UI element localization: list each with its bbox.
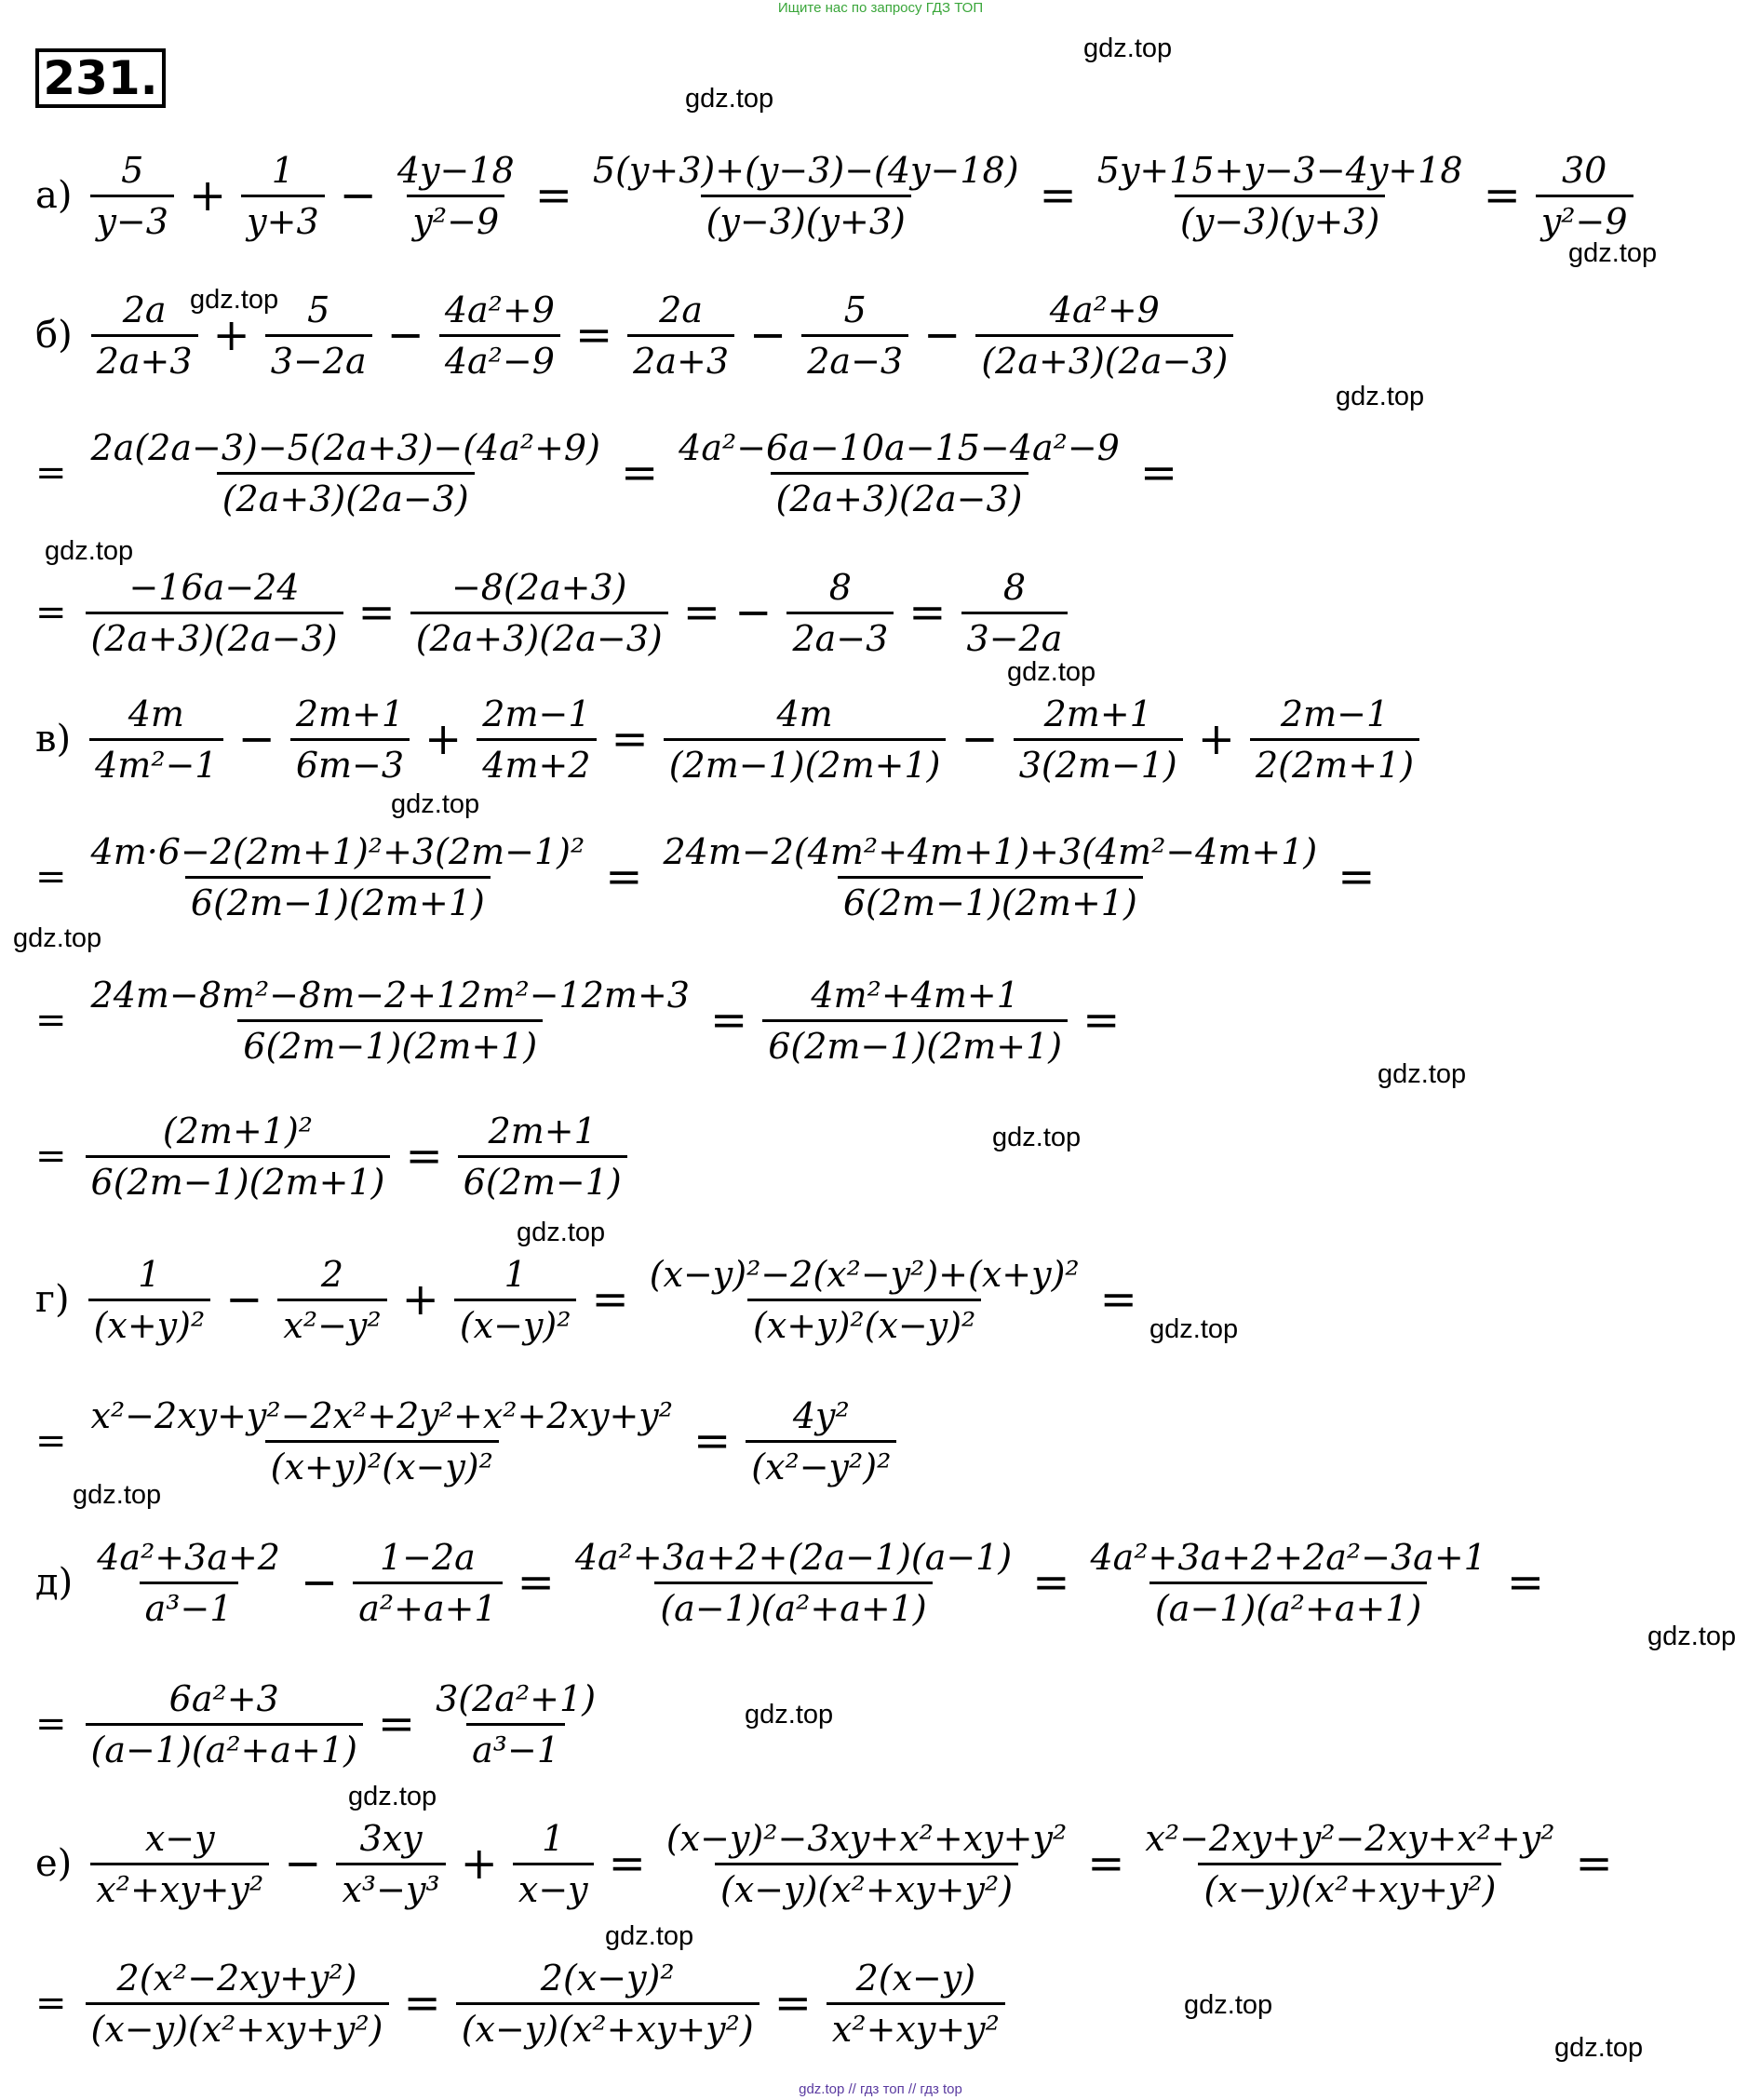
numerator: 5y+15+y−3−4y+18	[1096, 149, 1463, 191]
numerator: 2	[320, 1253, 344, 1295]
numerator: 4m	[128, 693, 184, 734]
denominator: 2a+3	[627, 334, 734, 382]
operator: −	[923, 309, 961, 361]
operator: −	[284, 1838, 322, 1890]
fraction	[86, 427, 606, 519]
denominator: x³−y³	[336, 1863, 445, 1910]
equation-line	[35, 417, 1187, 529]
fraction	[827, 1958, 1005, 2050]
denominator: 2(2m+1)	[1250, 738, 1419, 786]
numerator: 5(y+3)+(y−3)−(4y−18)	[592, 149, 1019, 191]
denominator: 6(2m−1)(2m+1)	[86, 1155, 391, 1203]
operator: +	[1197, 713, 1235, 765]
operator: =	[1099, 1273, 1137, 1326]
numerator: 5	[307, 289, 330, 330]
watermark: gdz.top	[745, 1700, 834, 1730]
denominator: y²−9	[407, 195, 504, 242]
watermark: gdz.top	[348, 1782, 437, 1811]
operator: −	[225, 1273, 263, 1326]
operator: +	[212, 309, 250, 361]
denominator: 6(2m−1)(2m+1)	[185, 876, 491, 923]
watermark: gdz.top	[1083, 34, 1173, 63]
fraction	[86, 1678, 363, 1770]
operator: =	[693, 1415, 732, 1467]
line-label: в)	[35, 718, 72, 761]
denominator: (x−y)(x²+xy+y²)	[456, 2002, 760, 2050]
numerator: 4y²	[792, 1394, 850, 1436]
numerator: −16a−24	[128, 566, 300, 608]
fraction	[664, 693, 947, 786]
denominator: (y−3)(y+3)	[1175, 195, 1385, 242]
fraction	[90, 1818, 269, 1910]
fraction	[86, 1395, 679, 1488]
fraction	[89, 693, 222, 786]
denominator: y−3	[90, 195, 173, 242]
numerator: 8	[828, 566, 852, 608]
denominator: 4a²−9	[439, 334, 560, 382]
fraction	[513, 1818, 594, 1910]
numerator: 5	[121, 149, 144, 191]
numerator: 4m²+4m+1	[811, 974, 1019, 1016]
numerator: 2(x−y)	[855, 1957, 976, 1999]
denominator: 4m+2	[477, 738, 596, 786]
denominator: x−y	[513, 1863, 594, 1910]
numerator: 2m−1	[1280, 693, 1390, 734]
fraction	[410, 567, 668, 659]
denominator: (x²−y²)²	[746, 1440, 896, 1488]
fraction	[91, 289, 198, 382]
line-label: а)	[35, 174, 73, 217]
operator: =	[405, 1130, 443, 1182]
watermark: gdz.top	[1568, 238, 1658, 268]
numerator: 2m+1	[1043, 693, 1152, 734]
fraction	[91, 1537, 286, 1629]
fraction	[1139, 1818, 1560, 1910]
equation-line	[35, 557, 1073, 668]
fraction	[975, 289, 1233, 382]
operator: =	[1039, 169, 1077, 222]
numerator: 4a²+3a+2+2a²−3a+1	[1090, 1536, 1486, 1578]
operator: =	[709, 994, 748, 1046]
denominator: (x−y)(x²+xy+y²)	[715, 1863, 1018, 1910]
numerator: x²−2xy+y²−2xy+x²+y²	[1145, 1817, 1555, 1859]
denominator: (y−3)(y+3)	[701, 195, 911, 242]
watermark: gdz.top	[1184, 1990, 1273, 2020]
operator: −	[386, 309, 424, 361]
equation-line	[35, 1100, 633, 1212]
watermark: gdz.top	[685, 84, 774, 114]
operator: =	[620, 447, 659, 499]
equation-line	[35, 1527, 1553, 1638]
fraction	[277, 1254, 386, 1346]
line-label: =	[35, 1703, 67, 1745]
line-label: =	[35, 451, 67, 494]
denominator: y+3	[241, 195, 324, 242]
denominator: x²+xy+y²	[827, 2002, 1005, 2050]
operator: =	[908, 586, 947, 639]
equation-line	[35, 1385, 902, 1497]
watermark: gdz.top	[1378, 1059, 1467, 1089]
operator: −	[961, 713, 999, 765]
numerator: (x−y)²−2(x²−y²)+(x+y)²	[649, 1253, 1080, 1295]
operator: −	[749, 309, 787, 361]
line-label: г)	[35, 1278, 70, 1321]
operator: =	[377, 1698, 416, 1750]
equation-line	[35, 1244, 1147, 1355]
denominator: 6(2m−1)(2m+1)	[838, 876, 1143, 923]
watermark: gdz.top	[45, 536, 134, 566]
fraction	[392, 150, 520, 242]
numerator: x²−2xy+y²−2x²+2y²+x²+2xy+y²	[90, 1394, 673, 1436]
operator: =	[773, 1977, 812, 2029]
numerator: 2m+1	[488, 1110, 597, 1151]
numerator: 30	[1562, 149, 1607, 191]
fraction	[477, 693, 596, 786]
numerator: 2a(2a−3)−5(2a+3)−(4a²+9)	[90, 426, 600, 468]
numerator: 2a	[122, 289, 167, 330]
numerator: −8(2a+3)	[450, 566, 627, 608]
numerator: 4m·6−2(2m+1)²+3(2m−1)²	[90, 830, 585, 872]
fraction	[661, 1818, 1072, 1910]
operator: +	[424, 713, 463, 765]
numerator: 2m−1	[482, 693, 591, 734]
numerator: 5	[843, 289, 867, 330]
numerator: 1	[542, 1817, 565, 1859]
line-label: е)	[35, 1842, 73, 1885]
denominator: 6(2m−1)(2m+1)	[762, 1019, 1068, 1067]
watermark: gdz.top	[1007, 657, 1096, 687]
operator: = −	[682, 586, 773, 639]
fraction	[673, 427, 1125, 519]
numerator: 1−2a	[379, 1536, 476, 1578]
fraction	[353, 1537, 502, 1629]
numerator: 6a²+3	[168, 1677, 279, 1719]
operator: =	[1139, 447, 1178, 499]
numerator: 2m+1	[295, 693, 405, 734]
denominator: 2a−3	[801, 334, 908, 382]
watermark: gdz.top	[73, 1480, 162, 1510]
operator: +	[188, 169, 227, 222]
line-label: =	[35, 1135, 67, 1178]
equation-line	[35, 683, 1425, 795]
fraction	[644, 1254, 1085, 1346]
denominator: (2a+3)(2a−3)	[975, 334, 1233, 382]
equation-line	[35, 821, 1384, 933]
operator: =	[611, 713, 649, 765]
fraction	[439, 289, 560, 382]
watermark: gdz.top	[992, 1123, 1082, 1152]
operator: −	[237, 713, 276, 765]
denominator: 3(2m−1)	[1014, 738, 1183, 786]
fraction	[86, 1111, 391, 1203]
fraction	[1536, 150, 1633, 242]
denominator: (2a+3)(2a−3)	[771, 472, 1028, 519]
operator: =	[517, 1556, 555, 1609]
operator: +	[460, 1838, 498, 1890]
equation-line	[35, 279, 1239, 391]
fraction	[86, 975, 695, 1067]
numerator: 24m−2(4m²+4m+1)+3(4m²−4m+1)	[663, 830, 1318, 872]
fraction	[786, 567, 894, 659]
denominator: 3−2a	[961, 612, 1069, 659]
operator: =	[1575, 1838, 1613, 1890]
fraction	[86, 1958, 389, 2050]
watermark: gdz.top	[1336, 382, 1425, 411]
fraction	[1092, 150, 1469, 242]
line-label: =	[35, 1420, 67, 1462]
denominator: 2a−3	[786, 612, 894, 659]
denominator: y²−9	[1536, 195, 1633, 242]
problem-number: 231.	[35, 48, 166, 108]
line-label: =	[35, 1982, 67, 2025]
watermark: gdz.top	[190, 285, 279, 315]
operator: =	[1032, 1556, 1070, 1609]
operator: =	[574, 309, 613, 361]
fraction	[241, 150, 324, 242]
operator: =	[1087, 1838, 1125, 1890]
denominator: (x+y)²	[88, 1299, 211, 1346]
numerator: 2(x−y)²	[540, 1957, 675, 1999]
denominator: 4m²−1	[89, 738, 222, 786]
operator: =	[1483, 169, 1521, 222]
fraction	[290, 693, 410, 786]
fraction	[746, 1395, 896, 1488]
denominator: 3−2a	[265, 334, 372, 382]
fraction	[265, 289, 372, 382]
numerator: 3(2a²+1)	[436, 1677, 597, 1719]
operator: −	[339, 169, 377, 222]
equation-line	[35, 140, 1639, 251]
fraction	[570, 1537, 1017, 1629]
watermark: gdz.top	[1149, 1314, 1239, 1344]
operator: =	[1082, 994, 1121, 1046]
numerator: 4m	[776, 693, 833, 734]
fraction	[961, 567, 1069, 659]
numerator: 1	[138, 1253, 161, 1295]
operator: =	[591, 1273, 629, 1326]
fraction	[1084, 1537, 1491, 1629]
denominator: (2a+3)(2a−3)	[217, 472, 475, 519]
operator: =	[1506, 1556, 1545, 1609]
denominator: x²+xy+y²	[90, 1863, 269, 1910]
denominator: (a−1)(a²+a+1)	[654, 1582, 932, 1629]
numerator: 4a²+3a+2+(2a−1)(a−1)	[574, 1536, 1013, 1578]
header-banner: Ищите нас по запросу ГДЗ ТОП	[777, 0, 984, 16]
denominator: (x−y)²	[454, 1299, 577, 1346]
numerator: 4a²+9	[1049, 289, 1160, 330]
numerator: 3xy	[359, 1817, 423, 1859]
fraction	[336, 1818, 445, 1910]
numerator: 8	[1002, 566, 1027, 608]
numerator: 24m−8m²−8m−2+12m²−12m+3	[90, 974, 690, 1016]
fraction	[1250, 693, 1419, 786]
watermark: gdz.top	[1647, 1622, 1737, 1651]
denominator: a²+a+1	[353, 1582, 502, 1629]
line-label: д)	[35, 1561, 74, 1604]
numerator: 4a²−6a−10a−15−4a²−9	[679, 426, 1120, 468]
fraction	[86, 831, 591, 923]
watermark: gdz.top	[391, 789, 480, 819]
denominator: 6(2m−1)(2m+1)	[237, 1019, 543, 1067]
denominator: (x−y)(x²+xy+y²)	[86, 2002, 389, 2050]
denominator: 2a+3	[91, 334, 198, 382]
operator: =	[608, 1838, 646, 1890]
fraction	[587, 150, 1025, 242]
fraction	[762, 975, 1068, 1067]
watermark: gdz.top	[1554, 2033, 1644, 2063]
operator: −	[301, 1556, 339, 1609]
equation-line	[35, 1668, 607, 1780]
operator: =	[357, 586, 396, 639]
numerator: 4a²+9	[444, 289, 555, 330]
numerator: (x−y)²−3xy+x²+xy+y²	[665, 1817, 1068, 1859]
fraction	[430, 1678, 601, 1770]
denominator: (x+y)²(x−y)²	[265, 1440, 499, 1488]
numerator: 4a²+3a+2	[97, 1536, 280, 1578]
numerator: 2(x²−2xy+y²)	[116, 1957, 357, 1999]
fraction	[801, 289, 908, 382]
equation-line	[35, 964, 1129, 1076]
operator: =	[605, 851, 643, 903]
denominator: (a−1)(a²+a+1)	[86, 1723, 363, 1770]
line-label: =	[35, 855, 67, 898]
watermark: gdz.top	[517, 1218, 606, 1247]
numerator: x−y	[144, 1817, 215, 1859]
denominator: 6m−3	[290, 738, 410, 786]
operator: =	[534, 169, 572, 222]
numerator: 1	[271, 149, 294, 191]
line-label: =	[35, 999, 67, 1042]
fraction	[1014, 693, 1183, 786]
fraction	[627, 289, 734, 382]
denominator: (x+y)²(x−y)²	[747, 1299, 981, 1346]
numerator: 1	[504, 1253, 527, 1295]
denominator: (2a+3)(2a−3)	[410, 612, 668, 659]
numerator: 2a	[659, 289, 703, 330]
numerator: (2m+1)²	[162, 1110, 314, 1151]
denominator: (2m−1)(2m+1)	[664, 738, 947, 786]
equation-line	[35, 1808, 1622, 1919]
denominator: a³−1	[140, 1582, 238, 1629]
numerator: 4y−18	[397, 149, 515, 191]
line-label: =	[35, 591, 67, 634]
equation-line	[35, 1947, 1011, 2059]
fraction	[86, 567, 343, 659]
denominator: (x−y)(x²+xy+y²)	[1198, 1863, 1501, 1910]
operator: +	[401, 1273, 439, 1326]
watermark: gdz.top	[605, 1921, 694, 1951]
fraction	[90, 150, 173, 242]
denominator: x²−y²	[277, 1299, 386, 1346]
fraction	[456, 1958, 760, 2050]
denominator: (2a+3)(2a−3)	[86, 612, 343, 659]
fraction	[458, 1111, 627, 1203]
line-label: б)	[35, 314, 73, 357]
denominator: a³−1	[466, 1723, 565, 1770]
fraction	[454, 1254, 577, 1346]
denominator: 6(2m−1)	[458, 1155, 627, 1203]
fraction	[657, 831, 1323, 923]
footer-banner: gdz.top // гдз топ // гдз top	[799, 2081, 962, 2097]
denominator: (a−1)(a²+a+1)	[1149, 1582, 1427, 1629]
fraction	[88, 1254, 211, 1346]
watermark: gdz.top	[13, 923, 102, 953]
operator: =	[1338, 851, 1376, 903]
operator: =	[403, 1977, 441, 2029]
